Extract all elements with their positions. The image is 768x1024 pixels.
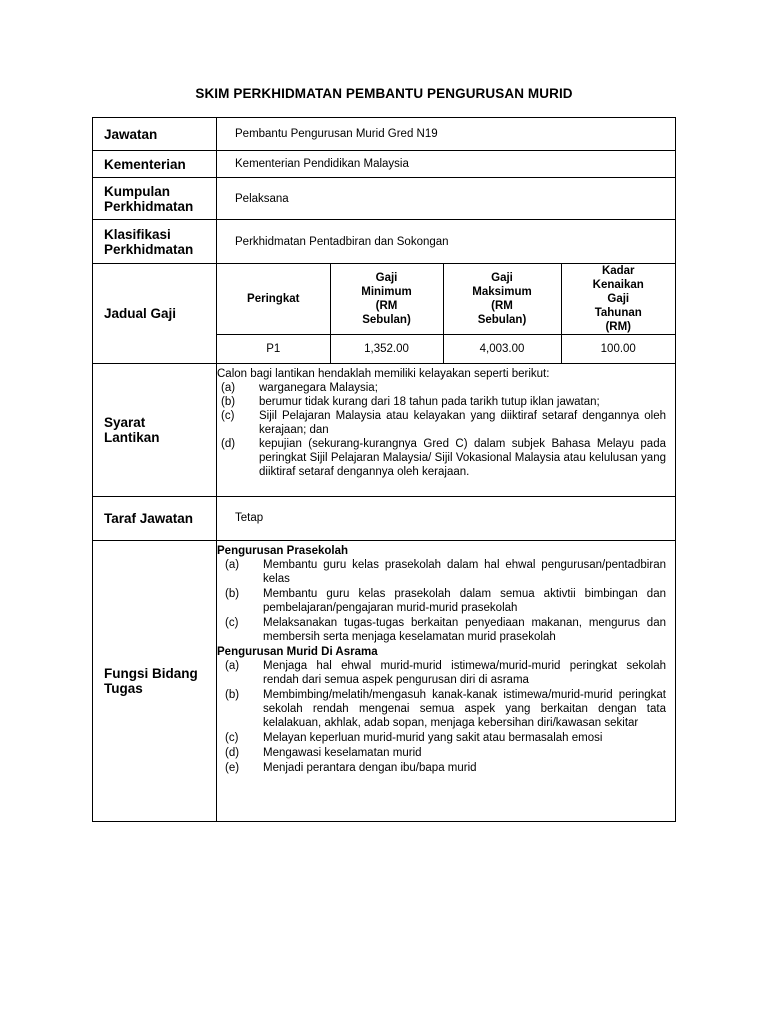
- salary-header-peringkat: [217, 264, 330, 335]
- row-syarat-lantikan: [93, 363, 676, 496]
- value-taraf-jawatan: Tetap: [217, 496, 676, 540]
- list-item: [217, 395, 666, 409]
- salary-value-minimum: 1,352.00: [330, 335, 443, 363]
- list-marker: (a): [221, 381, 236, 394]
- label-jadual-gaji: Jadual Gaji: [93, 264, 217, 364]
- list-text: Membimbing/melatih/mengasuh kanak-kanak istimewa/murid-murid peringkat sekolah rendah mengenai semua aspek yang berkaitan dengan tata kelalakuan, akhlak, adab sopan, menjaga kebersihan diri/kawasan sekitar: [263, 688, 666, 729]
- label-syarat-line-1: Syarat: [104, 414, 146, 430]
- label-klasifikasi: [93, 220, 217, 264]
- salary-header-line: Sebulan): [477, 314, 527, 326]
- salary-header-row: [217, 264, 675, 335]
- list-marker: (b): [225, 688, 240, 701]
- label-fungsi-line-2: Tugas: [104, 680, 143, 696]
- list-marker: (c): [225, 616, 239, 629]
- salary-header-line: (RM): [605, 321, 632, 333]
- list-text: Menjadi perantara dengan ibu/bapa murid: [263, 761, 477, 774]
- salary-value-row: [217, 335, 675, 363]
- value-syarat-lantikan: [217, 363, 676, 496]
- salary-cell: [217, 264, 676, 364]
- list-marker: (e): [225, 761, 240, 774]
- salary-header-line: Gaji: [607, 293, 630, 305]
- list-item: [217, 761, 666, 775]
- list-item: [217, 616, 666, 644]
- salary-header-line: Tahunan: [594, 307, 642, 319]
- list-item: [217, 437, 666, 479]
- list-item: [217, 731, 666, 745]
- list-marker: (a): [225, 659, 240, 672]
- label-kementerian: Kementerian: [93, 151, 217, 178]
- list-text: Sijil Pelajaran Malaysia atau kelayakan yang diiktiraf setaraf dengannya oleh kerajaan; dan: [259, 409, 666, 436]
- list-text: Melaksanakan tugas-tugas berkaitan penyediaan makanan, mengurus dan membersih serta menjaga keselamatan murid prasekolah: [263, 616, 666, 643]
- list-marker: (b): [221, 395, 236, 408]
- row-klasifikasi: [93, 220, 676, 264]
- label-klasifikasi-line-2: Perkhidmatan: [104, 241, 194, 257]
- salary-header-line: Gaji: [375, 272, 398, 284]
- list-text: Membantu guru kelas prasekolah dalam semua aktivtii bimbingan dan pembelajaran/pengajaran murid-murid prasekolah: [263, 587, 666, 614]
- value-kumpulan: Pelaksana: [217, 178, 676, 220]
- row-fungsi-bidang-tugas: [93, 540, 676, 821]
- document-title: SKIM PERKHIDMATAN PEMBANTU PENGURUSAN MURID: [195, 86, 573, 101]
- salary-header-line: Peringkat: [247, 293, 300, 305]
- section-title-asrama: Pengurusan Murid Di Asrama: [217, 645, 378, 658]
- salary-header-line: Kadar: [601, 265, 635, 277]
- list-text: Melayan keperluan murid-murid yang sakit atau bermasalah emosi: [263, 731, 603, 744]
- salary-header-line: Maksimum: [472, 286, 532, 298]
- list-item: [217, 381, 666, 395]
- row-jawatan: [93, 118, 676, 151]
- list-text: Mengawasi keselamatan murid: [263, 746, 422, 759]
- list-text: berumur tidak kurang dari 18 tahun pada tarikh tutup iklan jawatan;: [259, 395, 600, 408]
- salary-header-line: (RM: [491, 300, 513, 312]
- list-marker: (c): [225, 731, 239, 744]
- label-kumpulan: [93, 178, 217, 220]
- row-kumpulan: [93, 178, 676, 220]
- label-jawatan: Jawatan: [93, 118, 217, 151]
- salary-value-maksimum: 4,003.00: [443, 335, 561, 363]
- label-fungsi-bidang-tugas: [93, 540, 217, 821]
- salary-table: [217, 264, 675, 363]
- salary-header-gaji-maksimum: [443, 264, 561, 335]
- fungsi-list: [217, 541, 675, 780]
- salary-value-peringkat: P1: [217, 335, 330, 363]
- label-syarat-line-2: Lantikan: [104, 429, 160, 445]
- list-item: [217, 587, 666, 615]
- list-marker: (a): [225, 558, 240, 571]
- label-kumpulan-line-1: Kumpulan: [104, 183, 170, 199]
- value-fungsi-bidang-tugas: [217, 540, 676, 821]
- label-syarat-lantikan: [93, 363, 217, 496]
- list-marker: (d): [221, 437, 236, 450]
- list-marker: (b): [225, 587, 240, 600]
- salary-header-line: Sebulan): [362, 314, 411, 326]
- list-item: [217, 659, 666, 687]
- salary-header-line: Minimum: [361, 286, 412, 298]
- row-jadual-gaji: [93, 264, 676, 364]
- list-marker: (d): [225, 746, 240, 759]
- list-text: warganegara Malaysia;: [259, 381, 378, 394]
- salary-header-line: Gaji: [491, 272, 513, 284]
- list-text: Membantu guru kelas prasekolah dalam hal ehwal pengurusan/pentadbiran kelas: [263, 558, 666, 585]
- salary-header-line: (RM: [375, 300, 398, 312]
- value-klasifikasi: Perkhidmatan Pentadbiran dan Sokongan: [217, 220, 676, 264]
- scheme-table: [92, 117, 676, 822]
- row-kementerian: [93, 151, 676, 178]
- list-item: [217, 746, 666, 760]
- label-klasifikasi-line-1: Klasifikasi: [104, 226, 171, 242]
- list-marker: (c): [221, 409, 235, 422]
- syarat-intro: Calon bagi lantikan hendaklah memiliki kelayakan seperti berikut:: [217, 367, 550, 380]
- list-item: [217, 558, 666, 586]
- list-text: kepujian (sekurang-kurangnya Gred C) dalam subjek Bahasa Melayu pada peringkat Sijil Pelajaran Malaysia/ Sijil Vokasional Malaysia atau kelulusan yang diiktiraf setaraf dengannya oleh kerajaan.: [259, 437, 666, 478]
- label-fungsi-line-1: Fungsi Bidang: [104, 665, 198, 681]
- syarat-list: [217, 364, 675, 483]
- value-kementerian: Kementerian Pendidikan Malaysia: [217, 151, 676, 178]
- section-title-prasekolah: Pengurusan Prasekolah: [217, 544, 349, 557]
- label-taraf-jawatan: Taraf Jawatan: [93, 496, 217, 540]
- value-jawatan: Pembantu Pengurusan Murid Gred N19: [217, 118, 676, 151]
- salary-header-kadar-kenaikan: [561, 264, 675, 335]
- label-kumpulan-line-2: Perkhidmatan: [104, 198, 194, 214]
- salary-value-kenaikan: 100.00: [561, 335, 675, 363]
- salary-header-line: Kenaikan: [592, 279, 644, 291]
- list-text: Menjaga hal ehwal murid-murid istimewa/murid-murid peringkat sekolah rendah dari semua aspek pengurusan diri di asrama: [263, 659, 666, 686]
- list-item: [217, 409, 666, 437]
- salary-header-gaji-minimum: [330, 264, 443, 335]
- row-taraf-jawatan: [93, 496, 676, 540]
- list-item: [217, 688, 666, 730]
